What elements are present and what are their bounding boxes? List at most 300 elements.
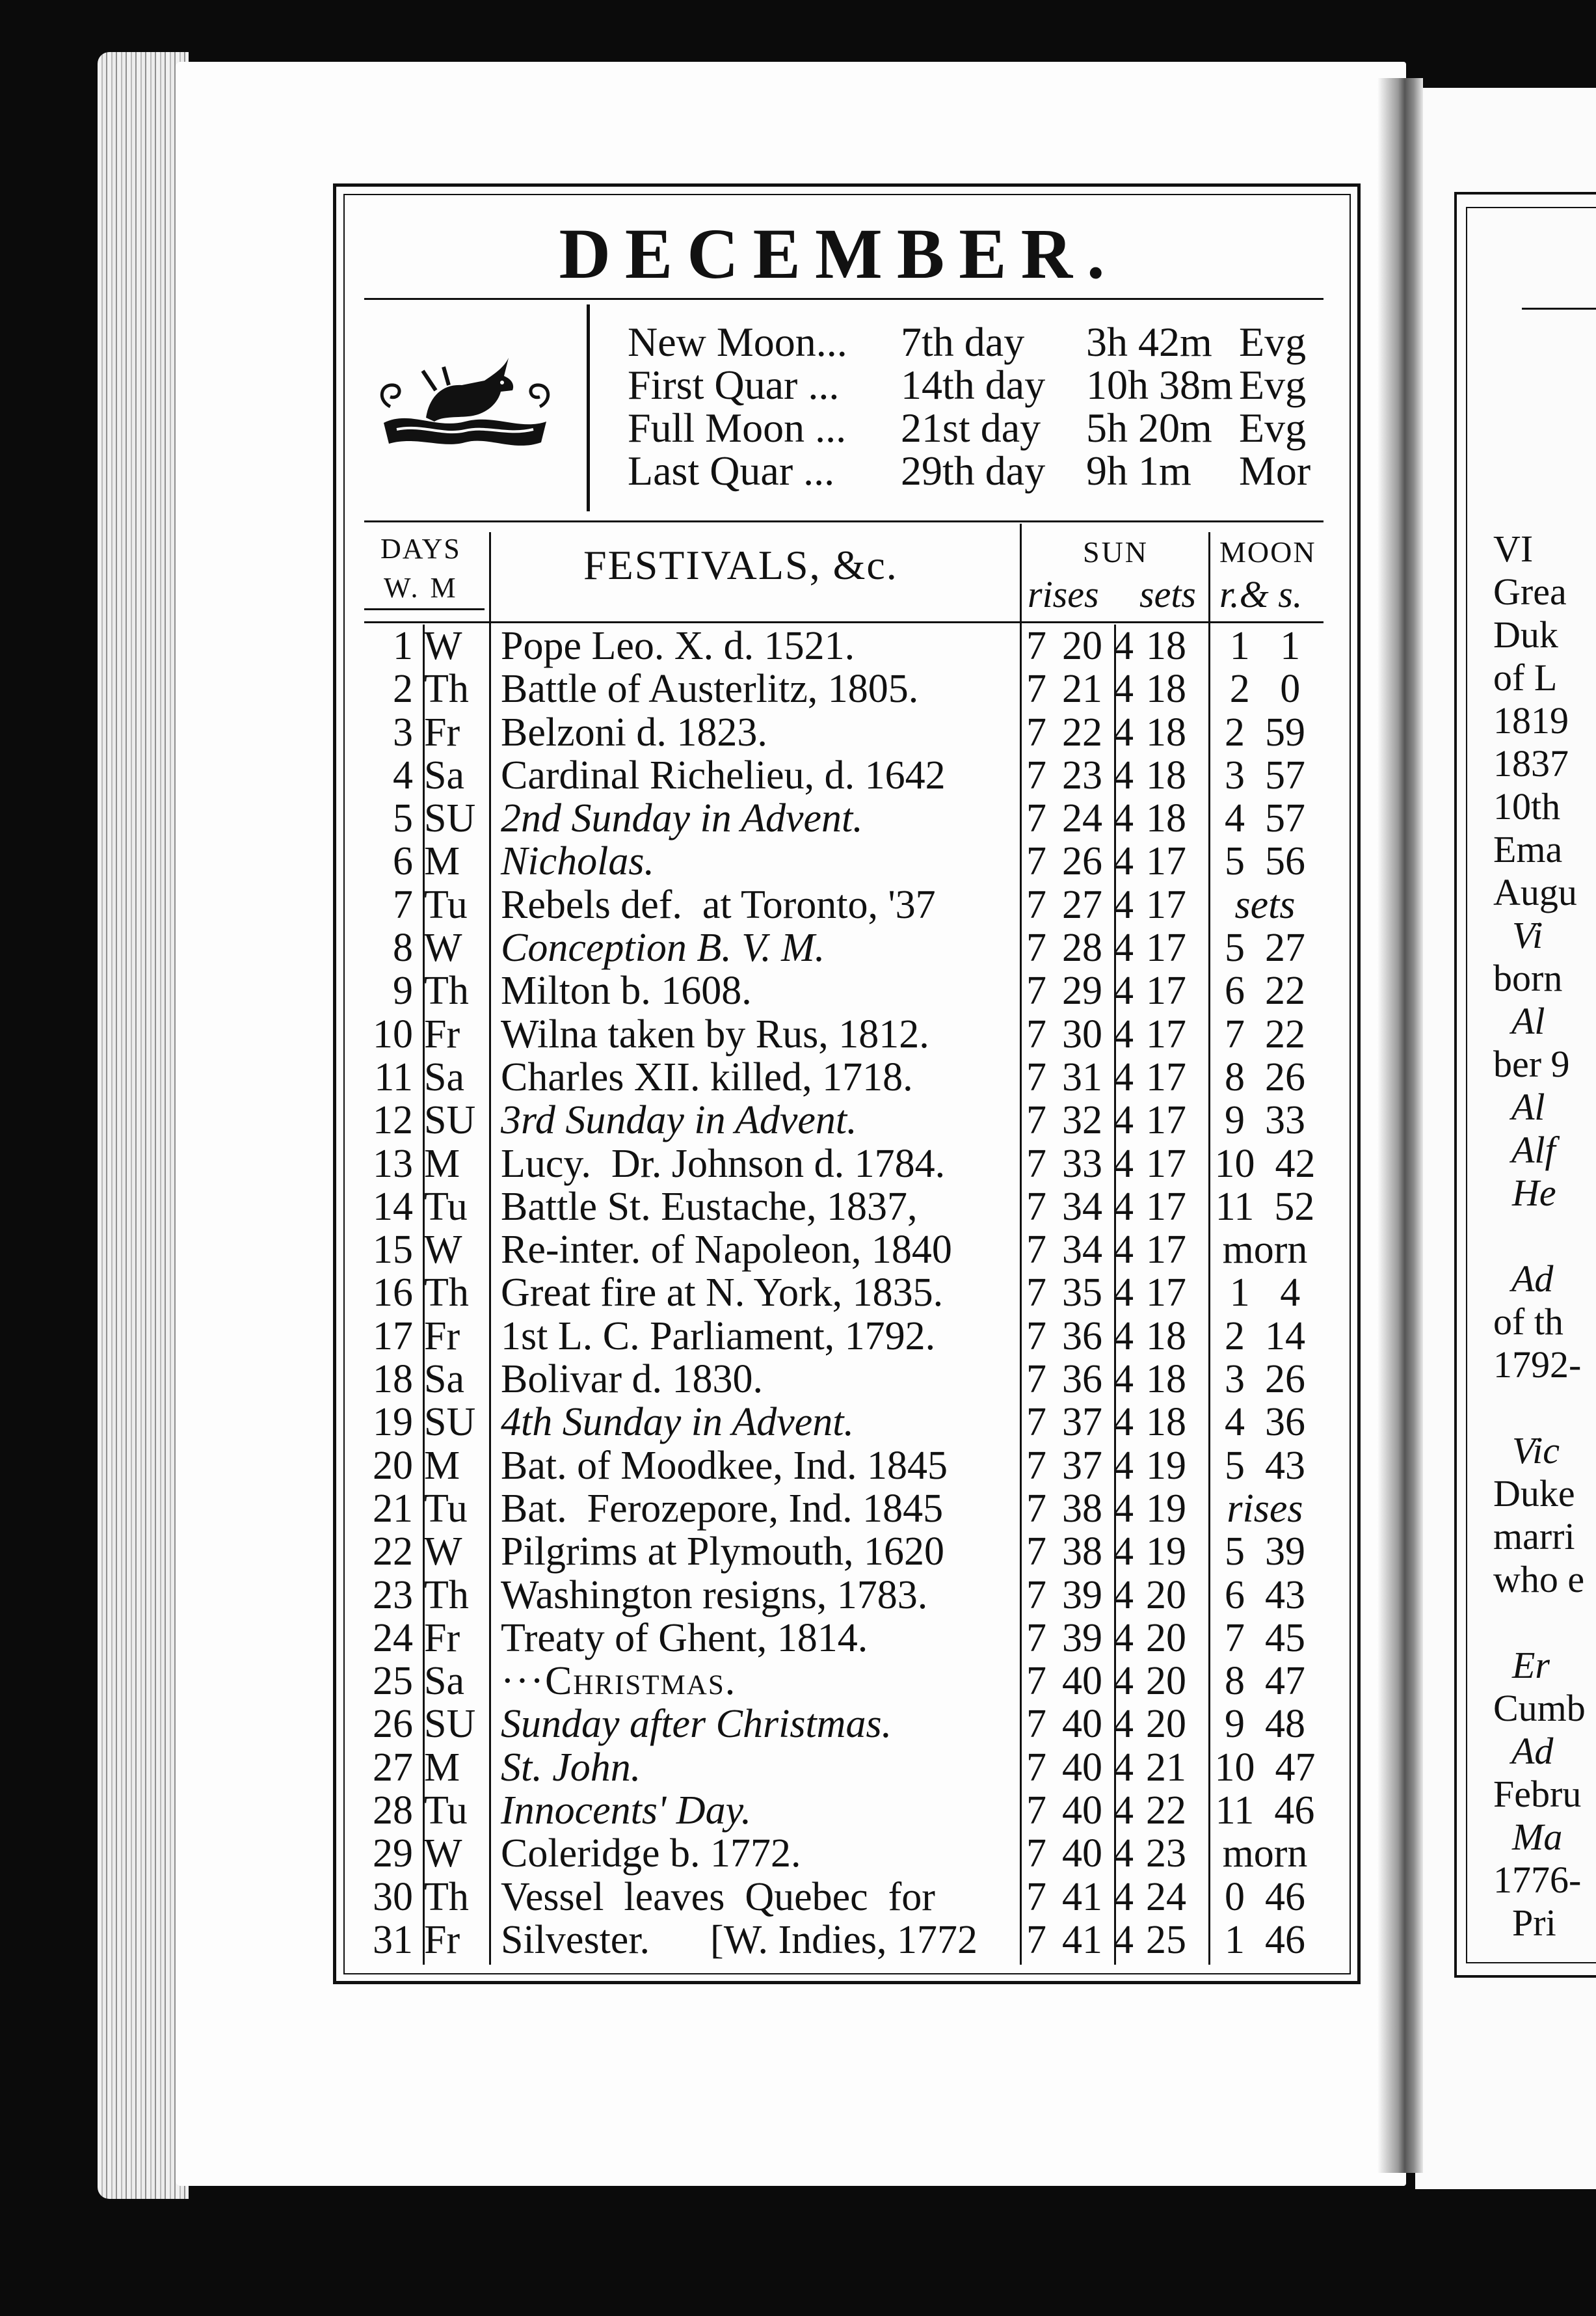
day-of-week: Sa <box>424 753 464 798</box>
day-of-week: W <box>424 926 462 971</box>
phase-name: Last Quar ... <box>628 448 835 494</box>
facing-page-line: 1792- <box>1493 1343 1582 1386</box>
sunrise-hour: 7 <box>1026 1357 1046 1402</box>
sunset-hour: 4 <box>1113 1486 1134 1531</box>
day-of-week: Th <box>424 969 469 1014</box>
day-of-week: SU <box>424 1098 476 1143</box>
day-of-month: 31 <box>373 1917 413 1962</box>
table-row <box>364 797 1327 840</box>
table-row <box>364 1358 1327 1401</box>
moon-rise-set: 6 43 <box>1225 1572 1305 1617</box>
day-of-week: Tu <box>424 1184 468 1229</box>
phase-name: First Quar ... <box>628 362 840 408</box>
day-of-month: 12 <box>373 1098 413 1143</box>
moon-phase-row <box>628 321 1330 364</box>
festival-text: Lucy. Dr. Johnson d. 1784. <box>501 1141 946 1186</box>
sunset-minute: 19 <box>1146 1486 1186 1531</box>
phase-day: 7th day <box>901 319 1025 365</box>
table-row <box>364 1013 1327 1056</box>
festival-text: Rebels def. at Toronto, '37 <box>501 882 936 927</box>
facing-page-line: born <box>1493 957 1563 999</box>
day-of-month: 8 <box>393 926 413 971</box>
sunset-hour: 4 <box>1113 1572 1134 1617</box>
facing-page-line: Vic <box>1493 1429 1560 1472</box>
facing-page-line: Vi <box>1493 914 1543 956</box>
page-edges <box>98 52 189 2199</box>
sunset-hour: 4 <box>1113 926 1134 971</box>
sunset-minute: 17 <box>1146 1141 1186 1186</box>
table-row <box>364 1315 1327 1358</box>
title-rule <box>364 298 1323 300</box>
phase-day: 29th day <box>901 448 1046 494</box>
sunset-hour: 4 <box>1113 710 1134 755</box>
day-of-month: 16 <box>373 1271 413 1315</box>
sunset-minute: 18 <box>1146 667 1186 712</box>
moon-rise-set: 10 42 <box>1214 1141 1316 1186</box>
facing-page-line: Cumb <box>1493 1687 1586 1729</box>
moon-rise-set: 6 22 <box>1225 969 1305 1014</box>
festival-text: Milton b. 1608. <box>501 969 752 1014</box>
festival-text: 4th Sunday in Advent. <box>501 1400 854 1445</box>
festival-text: 2nd Sunday in Advent. <box>501 796 863 841</box>
festival-text: Pope Leo. X. d. 1521. <box>501 624 855 668</box>
facing-page-line <box>1493 485 1596 528</box>
sunset-hour: 4 <box>1113 1184 1134 1229</box>
table-row <box>364 754 1327 797</box>
sunset-hour: 4 <box>1113 882 1134 927</box>
sunrise-minute: 37 <box>1062 1443 1102 1488</box>
sunrise-minute: 35 <box>1062 1271 1102 1315</box>
sunset-hour: 4 <box>1113 969 1134 1014</box>
day-of-week: M <box>424 1443 460 1488</box>
day-of-month: 9 <box>393 969 413 1014</box>
day-of-week: W <box>424 1228 462 1272</box>
moon-rise-set: 9 48 <box>1225 1702 1305 1747</box>
sunset-minute: 20 <box>1146 1615 1186 1660</box>
sunrise-minute: 22 <box>1062 710 1102 755</box>
festival-text: ···Christmas. <box>501 1659 737 1704</box>
moon-header: MOON <box>1219 535 1316 569</box>
moon-rise-set: 7 22 <box>1225 1012 1305 1057</box>
day-of-month: 7 <box>393 882 413 927</box>
festivals-header: FESTIVALS, &c. <box>583 542 898 588</box>
sunrise-hour: 7 <box>1026 1443 1046 1488</box>
day-of-month: 3 <box>393 710 413 755</box>
sunrise-hour: 7 <box>1026 667 1046 712</box>
festival-text: Treaty of Ghent, 1814. <box>501 1615 868 1660</box>
moon-rise-set: 2 59 <box>1225 710 1305 755</box>
sunset-hour: 4 <box>1113 1443 1134 1488</box>
day-of-week: Fr <box>424 710 460 755</box>
sunset-hour: 4 <box>1113 624 1134 668</box>
sunset-minute: 18 <box>1146 624 1186 668</box>
sunrise-hour: 7 <box>1026 753 1046 798</box>
festival-text: Coleridge b. 1772. <box>501 1831 801 1876</box>
sunset-minute: 24 <box>1146 1874 1186 1919</box>
sunrise-minute: 36 <box>1062 1357 1102 1402</box>
sunset-hour: 4 <box>1113 1271 1134 1315</box>
sunset-hour: 4 <box>1113 1400 1134 1445</box>
sunrise-hour: 7 <box>1026 1874 1046 1919</box>
sunrise-minute: 28 <box>1062 926 1102 971</box>
sunset-hour: 4 <box>1113 1055 1134 1099</box>
sunset-hour: 4 <box>1113 1659 1134 1704</box>
moon-rise-set-header: r.& s. <box>1219 573 1303 615</box>
day-of-week: M <box>424 839 460 884</box>
sunrise-hour: 7 <box>1026 839 1046 884</box>
sunset-hour: 4 <box>1113 1141 1134 1186</box>
sunrise-hour: 7 <box>1026 882 1046 927</box>
sunrise-minute: 20 <box>1062 624 1102 668</box>
festival-text: Bolivar d. 1830. <box>501 1357 763 1402</box>
moon-rise-set: sets <box>1234 882 1296 927</box>
facing-page-line <box>1493 1601 1596 1644</box>
moon-rise-set: 11 52 <box>1215 1184 1315 1229</box>
table-row <box>364 1185 1327 1228</box>
sunset-minute: 17 <box>1146 969 1186 1014</box>
phase-time: 5h 20m <box>1086 405 1212 451</box>
facing-page-line: Ad <box>1493 1730 1554 1772</box>
festival-text: Silvester. [W. Indies, 1772 <box>501 1917 978 1962</box>
sunrise-hour: 7 <box>1026 1702 1046 1747</box>
facing-page-text <box>1493 485 1596 1945</box>
sunrise-minute: 40 <box>1062 1745 1102 1790</box>
day-of-month: 18 <box>373 1357 413 1402</box>
sunrise-minute: 29 <box>1062 969 1102 1014</box>
facing-page-line: of th <box>1493 1300 1563 1343</box>
day-of-month: 4 <box>393 753 413 798</box>
day-of-month: 25 <box>373 1659 413 1704</box>
sunset-hour: 4 <box>1113 1788 1134 1833</box>
sunset-minute: 18 <box>1146 710 1186 755</box>
day-of-month: 14 <box>373 1184 413 1229</box>
festival-text: Wilna taken by Rus, 1812. <box>501 1012 929 1057</box>
day-of-week: Sa <box>424 1357 464 1402</box>
day-of-month: 29 <box>373 1831 413 1876</box>
facing-page-line: Duke <box>1493 1472 1575 1515</box>
table-row <box>364 840 1327 883</box>
sunset-hour: 4 <box>1113 1012 1134 1057</box>
sunrise-minute: 40 <box>1062 1788 1102 1833</box>
sunrise-hour: 7 <box>1026 969 1046 1014</box>
sunset-hour: 4 <box>1113 1098 1134 1143</box>
facing-page-line: He <box>1493 1172 1556 1214</box>
festival-text: Belzoni d. 1823. <box>501 710 767 755</box>
facing-page-line: marri <box>1493 1515 1575 1557</box>
day-of-month: 26 <box>373 1702 413 1747</box>
sunrise-minute: 24 <box>1062 796 1102 841</box>
sunset-hour: 4 <box>1113 1615 1134 1660</box>
sunset-hour: 4 <box>1113 1228 1134 1272</box>
table-row <box>364 1703 1327 1745</box>
day-of-week: Tu <box>424 1788 468 1833</box>
day-of-week: M <box>424 1745 460 1790</box>
phase-day: 14th day <box>901 362 1046 408</box>
sunset-minute: 17 <box>1146 882 1186 927</box>
day-of-month: 13 <box>373 1141 413 1186</box>
sunset-minute: 19 <box>1146 1529 1186 1574</box>
facing-page-line: Al <box>1493 1000 1545 1042</box>
sunset-hour: 4 <box>1113 1831 1134 1876</box>
table-row <box>364 1832 1327 1875</box>
facing-page-line: Ema <box>1493 828 1563 870</box>
sunset-minute: 18 <box>1146 1357 1186 1402</box>
day-of-month: 17 <box>373 1313 413 1358</box>
days-header-rule <box>364 608 485 610</box>
sunrise-minute: 41 <box>1062 1917 1102 1962</box>
moon-rise-set: 8 26 <box>1225 1055 1305 1099</box>
facing-page-line: Grea <box>1493 571 1567 613</box>
festival-text: Charles XII. killed, 1718. <box>501 1055 913 1099</box>
festival-text: Nicholas. <box>501 839 654 884</box>
sunrise-hour: 7 <box>1026 710 1046 755</box>
sunrise-hour: 7 <box>1026 1486 1046 1531</box>
facing-page-line: Duk <box>1493 613 1558 656</box>
table-row <box>364 1919 1327 1961</box>
table-row <box>364 1142 1327 1185</box>
table-row <box>364 1056 1327 1099</box>
phase-period: Evg <box>1239 319 1307 365</box>
moon-rise-set: 4 36 <box>1225 1400 1305 1445</box>
sunrise-minute: 37 <box>1062 1400 1102 1445</box>
sunrise-hour: 7 <box>1026 1055 1046 1099</box>
moon-rise-set: morn <box>1222 1831 1308 1876</box>
phase-rule <box>364 520 1323 522</box>
moon-rise-set: 1 46 <box>1225 1917 1305 1962</box>
table-header-rule <box>364 621 1323 623</box>
facing-page-line: Alf <box>1493 1129 1556 1171</box>
sunrise-minute: 31 <box>1062 1055 1102 1099</box>
days-header: DAYS <box>380 533 461 565</box>
sunrise-hour: 7 <box>1026 624 1046 668</box>
day-of-week: Th <box>424 667 469 712</box>
sunrise-minute: 23 <box>1062 753 1102 798</box>
festival-text: Re-inter. of Napoleon, 1840 <box>501 1228 952 1272</box>
facing-page-line <box>1493 1215 1596 1258</box>
table-row <box>364 969 1327 1012</box>
day-of-month: 10 <box>373 1012 413 1057</box>
table-row <box>364 1487 1327 1530</box>
moon-rise-set: 9 33 <box>1225 1098 1305 1143</box>
sunset-hour: 4 <box>1113 839 1134 884</box>
festival-text: Washington resigns, 1783. <box>501 1572 928 1617</box>
facing-page-line: Ad <box>1493 1258 1554 1300</box>
header-divider <box>587 304 590 511</box>
sunrise-hour: 7 <box>1026 1313 1046 1358</box>
sunrise-hour: 7 <box>1026 1184 1046 1229</box>
day-of-week: Fr <box>424 1917 460 1962</box>
day-of-week: Fr <box>424 1313 460 1358</box>
festival-text: Battle St. Eustache, 1837, <box>501 1184 918 1229</box>
moon-rise-set: 1 1 <box>1229 624 1301 668</box>
calendar-rows <box>364 625 1327 1961</box>
sunrise-hour: 7 <box>1026 1271 1046 1315</box>
day-of-week: Fr <box>424 1615 460 1660</box>
sunrise-minute: 21 <box>1062 667 1102 712</box>
sun-rises-header: rises <box>1028 573 1099 615</box>
sunrise-hour: 7 <box>1026 1141 1046 1186</box>
sunset-minute: 19 <box>1146 1443 1186 1488</box>
sunset-minute: 20 <box>1146 1659 1186 1704</box>
facing-page-line: Pri <box>1493 1902 1556 1944</box>
table-row <box>364 1617 1327 1660</box>
sunset-minute: 17 <box>1146 839 1186 884</box>
sunset-minute: 23 <box>1146 1831 1186 1876</box>
facing-page-line: 1819 <box>1493 699 1569 742</box>
sunrise-hour: 7 <box>1026 1615 1046 1660</box>
moon-rise-set: 2 0 <box>1229 667 1301 712</box>
phase-period: Mor <box>1239 448 1311 494</box>
table-row <box>364 1271 1327 1314</box>
sunset-minute: 20 <box>1146 1572 1186 1617</box>
sunset-hour: 4 <box>1113 1313 1134 1358</box>
day-of-week: W <box>424 1831 462 1876</box>
sunrise-hour: 7 <box>1026 1012 1046 1057</box>
sunrise-hour: 7 <box>1026 1400 1046 1445</box>
day-of-week: SU <box>424 796 476 841</box>
day-of-week: Th <box>424 1271 469 1315</box>
facing-page-line: Augu <box>1493 871 1577 913</box>
moon-rise-set: 0 46 <box>1225 1874 1305 1919</box>
sunset-minute: 18 <box>1146 753 1186 798</box>
festival-text: Innocents' Day. <box>501 1788 752 1833</box>
table-row <box>364 1789 1327 1832</box>
festival-text: Conception B. V. M. <box>501 926 825 971</box>
sunrise-minute: 26 <box>1062 839 1102 884</box>
facing-page-line: Febru <box>1493 1773 1582 1815</box>
festival-text: Vessel leaves Quebec for <box>501 1874 935 1919</box>
sunset-hour: 4 <box>1113 753 1134 798</box>
moon-rise-set: 3 57 <box>1225 753 1305 798</box>
sunset-minute: 18 <box>1146 1400 1186 1445</box>
table-row <box>364 1876 1327 1919</box>
day-of-month: 23 <box>373 1572 413 1617</box>
sunset-minute: 20 <box>1146 1702 1186 1747</box>
facing-page-line: Ma <box>1493 1816 1563 1858</box>
sunrise-minute: 41 <box>1062 1874 1102 1919</box>
festival-text: 3rd Sunday in Advent. <box>501 1098 857 1143</box>
day-of-week: Tu <box>424 1486 468 1531</box>
sunrise-minute: 30 <box>1062 1012 1102 1057</box>
sunrise-minute: 40 <box>1062 1659 1102 1704</box>
sunset-minute: 17 <box>1146 1184 1186 1229</box>
table-row <box>364 625 1327 667</box>
table-row <box>364 926 1327 969</box>
sunrise-minute: 38 <box>1062 1529 1102 1574</box>
sunrise-minute: 27 <box>1062 882 1102 927</box>
moon-rise-set: 5 27 <box>1225 926 1305 971</box>
sunset-hour: 4 <box>1113 1874 1134 1919</box>
day-of-month: 20 <box>373 1443 413 1488</box>
sunrise-minute: 39 <box>1062 1615 1102 1660</box>
festival-text: Cardinal Richelieu, d. 1642 <box>501 753 946 798</box>
week-month-header: W. M <box>384 572 459 604</box>
table-row <box>364 1099 1327 1142</box>
sunrise-minute: 34 <box>1062 1184 1102 1229</box>
moon-rise-set: 7 45 <box>1225 1615 1305 1660</box>
sunset-hour: 4 <box>1113 796 1134 841</box>
day-of-month: 24 <box>373 1615 413 1660</box>
sunrise-hour: 7 <box>1026 1659 1046 1704</box>
facing-page-line <box>1493 1386 1596 1429</box>
moon-rise-set: 10 47 <box>1214 1745 1316 1790</box>
day-of-month: 21 <box>373 1486 413 1531</box>
table-row <box>364 667 1327 710</box>
sunrise-hour: 7 <box>1026 1098 1046 1143</box>
facing-page-line: 10th <box>1493 785 1561 828</box>
sunset-minute: 22 <box>1146 1788 1186 1833</box>
festival-text: Bat. of Moodkee, Ind. 1845 <box>501 1443 948 1488</box>
festival-text: Pilgrims at Plymouth, 1620 <box>501 1529 945 1574</box>
phase-period: Evg <box>1239 362 1307 408</box>
sunrise-minute: 36 <box>1062 1313 1102 1358</box>
table-row <box>364 711 1327 754</box>
table-row <box>364 1574 1327 1617</box>
sunset-minute: 17 <box>1146 926 1186 971</box>
day-of-week: Sa <box>424 1055 464 1099</box>
sunrise-minute: 38 <box>1062 1486 1102 1531</box>
table-row <box>364 1660 1327 1703</box>
day-of-week: W <box>424 1529 462 1574</box>
moon-rise-set: 3 26 <box>1225 1357 1305 1402</box>
day-of-week: Fr <box>424 1012 460 1057</box>
day-of-month: 30 <box>373 1874 413 1919</box>
sunset-hour: 4 <box>1113 1529 1134 1574</box>
festival-text: Sunday after Christmas. <box>501 1702 892 1747</box>
sunrise-hour: 7 <box>1026 1788 1046 1833</box>
sunrise-hour: 7 <box>1026 1572 1046 1617</box>
day-of-month: 2 <box>393 667 413 712</box>
phase-day: 21st day <box>901 405 1041 451</box>
facing-page-line: 1776- <box>1493 1859 1582 1901</box>
phase-name: New Moon... <box>628 319 847 365</box>
day-of-month: 27 <box>373 1745 413 1790</box>
sunset-minute: 17 <box>1146 1271 1186 1315</box>
table-row <box>364 1444 1327 1487</box>
day-of-month: 1 <box>393 624 413 668</box>
phase-name: Full Moon ... <box>628 405 847 451</box>
sunset-hour: 4 <box>1113 1745 1134 1790</box>
month-title: DECEMBER. <box>559 214 1119 293</box>
phase-time: 9h 1m <box>1086 448 1191 494</box>
sunrise-minute: 32 <box>1062 1098 1102 1143</box>
day-of-month: 11 <box>374 1055 413 1099</box>
day-of-week: W <box>424 624 462 668</box>
sunset-minute: 25 <box>1146 1917 1186 1962</box>
phase-period: Evg <box>1239 405 1307 451</box>
sunset-minute: 17 <box>1146 1098 1186 1143</box>
moon-rise-set: 1 4 <box>1229 1271 1301 1315</box>
table-row <box>364 1401 1327 1444</box>
day-of-month: 28 <box>373 1788 413 1833</box>
sunset-hour: 4 <box>1113 1702 1134 1747</box>
sunrise-hour: 7 <box>1026 1917 1046 1962</box>
sunrise-minute: 39 <box>1062 1572 1102 1617</box>
table-row <box>364 1530 1327 1573</box>
day-of-week: SU <box>424 1702 476 1747</box>
moon-rise-set: 5 43 <box>1225 1443 1305 1488</box>
facing-page-rule <box>1522 308 1596 310</box>
sunrise-minute: 34 <box>1062 1228 1102 1272</box>
sunset-hour: 4 <box>1113 1917 1134 1962</box>
facing-page-line: who e <box>1493 1558 1585 1600</box>
capricorn-emblem-icon <box>371 345 559 468</box>
moon-rise-set: 5 56 <box>1225 839 1305 884</box>
sunset-minute: 18 <box>1146 796 1186 841</box>
moon-rise-set: 4 57 <box>1225 796 1305 841</box>
moon-rise-set: morn <box>1222 1228 1308 1272</box>
table-row <box>364 1746 1327 1789</box>
